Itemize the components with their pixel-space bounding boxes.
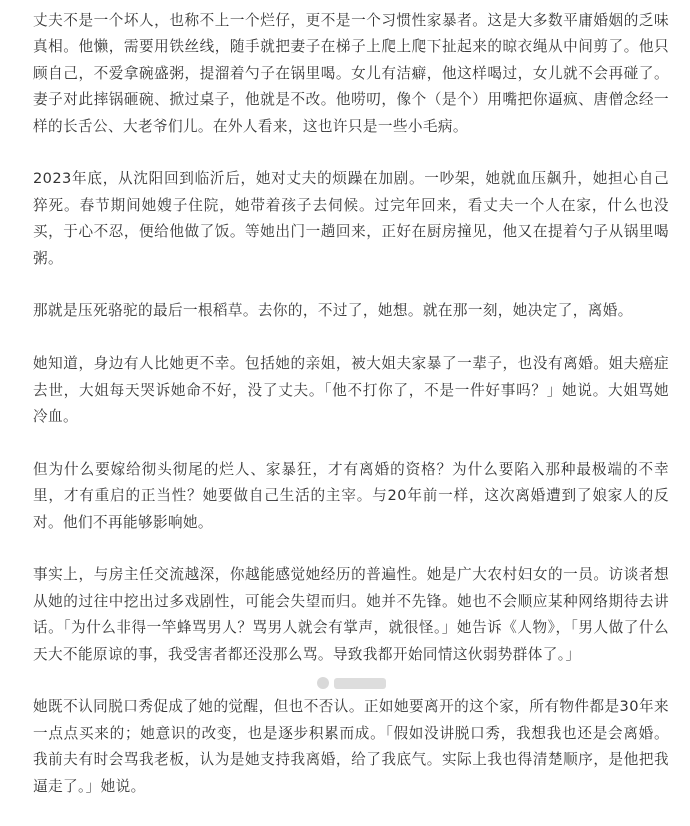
paragraph: 她既不认同脱口秀促成了她的觉醒，但也不否认。正如她要离开的这个家，所有物件都是30年来一点点买来的；她意识的改变，也是逐步积累而成。「假如没讲脱口秀，我想我也还是会离婚。我前夫有时会骂我老板，认为是她支持我离婚，给了我底气。实际上我也得清楚顺序，是他把我逼走了。」她说。 <box>33 698 669 795</box>
paragraph: 她知道，身边有人比她更不幸。包括她的亲姐，被大姐夫家暴了一辈子，也没有离婚。姐夫癌症去世，大姐每天哭诉她命不好，没了丈夫。「他不打你了，不是一件好事吗？」她说。大姐骂她冷血。 <box>33 355 669 426</box>
paragraph: 丈夫不是一个坏人，也称不上一个烂仔，更不是一个习惯性家暴者。这是大多数平庸婚姻的乏味真相。他懒，需要用铁丝线，随手就把妻子在梯子上爬上爬下扯起来的晾衣绳从中间剪了。他只顾自己，不爱拿碗盛粥，提溜着勺子在锅里喝。女儿有洁癖，他这样喝过，女儿就不会再碰了。妻子对此摔锅砸碗、掀过桌子，他就是不改。他唠叨，像个（是个）用嘴把你逼疯、唐僧念经一样的长舌公、大老爷们儿。在外人看来，这也许只是一些小毛病。 <box>33 12 669 135</box>
paragraph: 事实上，与房主任交流越深，你越能感觉她经历的普遍性。她是广大农村妇女的一员。访谈者想从她的过往中挖出过多戏剧性，可能会失望而归。她并不先锋。她也不会顺应某种网络期待去讲话。「为什么非得一竿蜂骂男人？骂男人就会有掌声，就很怪。」她告诉《人物》，「男人做了什么天大不能原谅的事，我受害者都还没那么骂。导致我都开始同情这伙弱势群体了。」 <box>33 566 669 663</box>
paragraph: 那就是压死骆驼的最后一根稻草。去你的，不过了，她想。就在那一刻，她决定了，离婚。 <box>33 302 633 320</box>
watermark-logo-icon <box>317 677 329 689</box>
watermark-text-placeholder <box>334 678 386 689</box>
paragraph: 但为什么要嫁给彻头彻尾的烂人、家暴狂，才有离婚的资格？为什么要陷入那种最极端的不幸里，才有重启的正当性？她要做自己生活的主宰。与20年前一样，这次离婚遭到了娘家人的反对。他们不再能够影响她。 <box>33 460 669 531</box>
watermark <box>305 672 397 694</box>
paragraph: 2023年底，从沈阳回到临沂后，她对丈夫的烦躁在加剧。一吵架，她就血压飙升，她担心自己猝死。春节期间她嫂子住院，她带着孩子去伺候。过完年回来，看丈夫一个人在家，什么也没买，于心不忍，便给他做了饭。等她出门一趟回来，正好在厨房撞见，他又在提着勺子从锅里喝粥。 <box>33 170 669 267</box>
article-body <box>33 8 669 826</box>
